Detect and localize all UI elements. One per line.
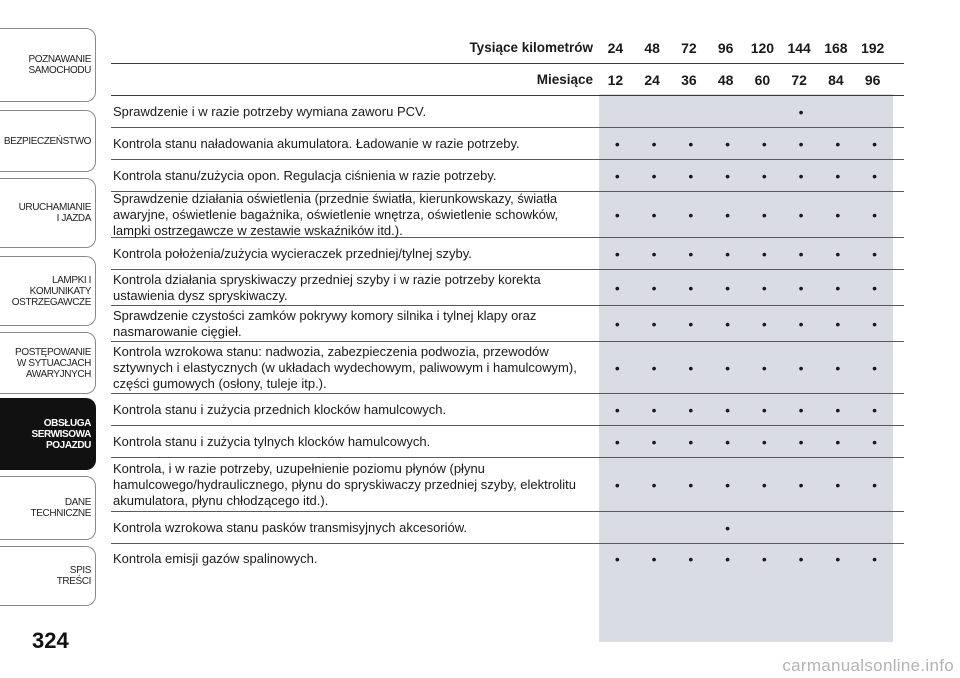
- interval-mark: •: [688, 245, 694, 262]
- row-marks: [599, 435, 893, 449]
- row-description: Kontrola stanu/zużycia opon. Regulacja ciśnienia w razie potrzeby.: [113, 167, 497, 183]
- interval-mark: •: [614, 401, 620, 418]
- interval-mark: •: [651, 315, 657, 332]
- table-row: [111, 544, 904, 574]
- interval-mark: •: [688, 167, 694, 184]
- table-row: [111, 160, 904, 192]
- interval-mark: •: [798, 206, 804, 223]
- chapter-tab-label: BEZPIECZEŃSTWO: [3, 135, 91, 147]
- interval-mark: •: [688, 279, 694, 296]
- interval-mark: •: [614, 359, 620, 376]
- month-value: 24: [644, 71, 660, 88]
- month-value: 96: [864, 71, 881, 88]
- interval-mark: [820, 521, 857, 535]
- row-marks: [599, 247, 893, 261]
- interval-mark: [746, 105, 783, 119]
- interval-mark: •: [614, 433, 620, 450]
- interval-mark: •: [835, 135, 841, 152]
- month-value: 36: [681, 71, 697, 88]
- interval-mark: •: [725, 551, 731, 567]
- interval-mark: •: [798, 401, 804, 418]
- interval-mark: •: [688, 315, 694, 332]
- interval-mark: [709, 105, 746, 119]
- interval-mark: •: [798, 167, 804, 184]
- interval-mark: •: [688, 551, 694, 567]
- interval-mark: [636, 521, 673, 535]
- interval-mark: •: [835, 167, 841, 184]
- chapter-tab-label: LAMPKI I KOMUNIKATY OSTRZEGAWCZE: [11, 274, 91, 308]
- km-value: 24: [607, 39, 624, 56]
- chapter-tab[interactable]: [0, 28, 96, 102]
- header-month-row: [111, 64, 904, 96]
- row-marks: [599, 403, 893, 417]
- row-description: Kontrola wzrokowa stanu pasków transmisyjnych akcesoriów.: [113, 519, 468, 535]
- interval-mark: •: [835, 476, 841, 493]
- interval-mark: •: [798, 551, 804, 567]
- table-row: [111, 394, 904, 426]
- interval-mark: •: [798, 433, 804, 450]
- interval-mark: •: [872, 359, 878, 376]
- month-value: 72: [791, 71, 807, 88]
- interval-mark: •: [835, 551, 841, 567]
- interval-mark: •: [651, 433, 657, 450]
- row-marks: [599, 521, 893, 535]
- interval-mark: •: [835, 359, 841, 376]
- interval-mark: •: [798, 279, 804, 296]
- table-row: [111, 458, 904, 512]
- interval-mark: •: [614, 245, 620, 262]
- interval-mark: •: [798, 315, 804, 332]
- interval-mark: [599, 105, 636, 119]
- row-description: Kontrola stanu i zużycia tylnych klocków hamulcowych.: [113, 433, 431, 449]
- chapter-tab[interactable]: [0, 398, 96, 470]
- table-row: [111, 128, 904, 160]
- table-row: [111, 512, 904, 544]
- chapter-tab[interactable]: [0, 256, 96, 326]
- interval-mark: •: [688, 401, 694, 418]
- table-row: [111, 306, 904, 342]
- row-description: Sprawdzenie czystości zamków pokrywy komory silnika i tylnej klapy oraz nasmarowanie cięgieł.: [113, 307, 537, 339]
- row-description: Kontrola, i w razie potrzeby, uzupełnienie poziomu płynów (płynu hamulcowego/hydraulicznego, płynu do spryskiwaczy przedniej szyby, elektrolitu akumulatora, płynu chłodzącego itd.).: [113, 460, 576, 508]
- page-number: 324: [32, 628, 69, 653]
- interval-mark: •: [614, 167, 620, 184]
- interval-mark: •: [798, 135, 804, 152]
- interval-mark: •: [614, 315, 620, 332]
- interval-mark: •: [872, 245, 878, 262]
- row-description: Kontrola emisji gazów spalinowych.: [113, 551, 318, 566]
- interval-mark: •: [651, 245, 657, 262]
- interval-mark: •: [651, 476, 657, 493]
- maintenance-table: [111, 32, 904, 574]
- chapter-tab[interactable]: [0, 332, 96, 394]
- chapter-tab-label: URUCHAMIANIE I JAZDA: [18, 202, 91, 224]
- row-description: Sprawdzenie działania oświetlenia (przednie światła, kierunkowskazy, światła awaryjne, oświetlenie bagażnika, oświetlenie wnętrza, oświetlenie schowków, lampki ostrzegawcze w zestawie wskaźników itd.).: [113, 190, 559, 238]
- km-value: 48: [644, 39, 660, 56]
- km-values: [597, 40, 891, 56]
- interval-mark: •: [725, 279, 731, 296]
- interval-mark: •: [872, 551, 878, 567]
- interval-mark: •: [761, 245, 767, 262]
- row-description: Kontrola wzrokowa stanu: nadwozia, zabezpieczenia podwozia, przewodów sztywnych i elastycznych (w układach wydechowym, paliwowym i hamulcowym), części gumowych (osłony, tuleje itp.).: [113, 343, 577, 391]
- chapter-tab[interactable]: [0, 476, 96, 540]
- interval-mark: •: [725, 476, 731, 493]
- interval-mark: •: [725, 519, 731, 536]
- interval-mark: •: [872, 401, 878, 418]
- interval-mark: •: [651, 279, 657, 296]
- km-value: 144: [787, 39, 811, 56]
- chapter-tab-label: SPIS TREŚCI: [56, 565, 91, 587]
- km-value: 72: [681, 39, 697, 56]
- interval-mark: [599, 521, 636, 535]
- interval-mark: •: [614, 206, 620, 223]
- interval-mark: [856, 105, 893, 119]
- interval-mark: •: [614, 135, 620, 152]
- interval-mark: •: [761, 476, 767, 493]
- interval-mark: •: [872, 433, 878, 450]
- interval-mark: •: [651, 206, 657, 223]
- chapter-tab[interactable]: [0, 178, 96, 248]
- interval-mark: [746, 521, 783, 535]
- interval-mark: •: [725, 135, 731, 152]
- table-row: [111, 238, 904, 270]
- interval-mark: [820, 105, 857, 119]
- interval-mark: •: [688, 206, 694, 223]
- row-marks: [599, 552, 893, 566]
- interval-mark: •: [872, 279, 878, 296]
- interval-mark: •: [651, 359, 657, 376]
- row-description: Kontrola działania spryskiwaczy przedniej szyby i w razie potrzeby korekta ustawienia dysz spryskiwaczy.: [113, 271, 541, 303]
- interval-mark: [673, 105, 710, 119]
- interval-mark: •: [614, 551, 620, 567]
- interval-mark: •: [872, 167, 878, 184]
- chapter-tab-label: POZNAWANIE SAMOCHODU: [28, 54, 91, 76]
- interval-mark: •: [835, 279, 841, 296]
- interval-mark: •: [872, 476, 878, 493]
- row-marks: [599, 317, 893, 331]
- watermark: carmanualsonline.info: [782, 656, 954, 675]
- interval-mark: •: [798, 103, 804, 120]
- interval-mark: •: [688, 476, 694, 493]
- km-value: 192: [860, 39, 885, 56]
- month-value: 60: [754, 71, 771, 88]
- interval-mark: •: [761, 206, 767, 223]
- chapter-tab-label: POSTĘPOWANIE W SYTUACJACH AWARYJNYCH: [15, 346, 91, 380]
- interval-mark: •: [725, 245, 731, 262]
- month-value: 12: [607, 71, 624, 88]
- chapter-tab-label: OBSŁUGA SERWISOWA POJAZDU: [31, 417, 91, 451]
- interval-mark: •: [651, 401, 657, 418]
- interval-mark: •: [688, 359, 694, 376]
- row-description: Kontrola stanu naładowania akumulatora. Ładowanie w razie potrzeby.: [113, 135, 520, 151]
- interval-mark: •: [761, 315, 767, 332]
- table-row: [111, 270, 904, 306]
- interval-mark: •: [835, 433, 841, 450]
- interval-mark: •: [872, 206, 878, 223]
- interval-mark: •: [725, 206, 731, 223]
- table-body: [111, 96, 904, 574]
- interval-mark: •: [761, 279, 767, 296]
- header-km-row: [111, 32, 904, 63]
- interval-mark: •: [651, 135, 657, 152]
- interval-mark: •: [798, 476, 804, 493]
- row-marks: [599, 137, 893, 151]
- row-marks: [599, 478, 893, 492]
- row-description: Sprawdzenie i w razie potrzeby wymiana zaworu PCV.: [113, 103, 427, 119]
- interval-mark: [856, 521, 893, 535]
- interval-mark: •: [835, 401, 841, 418]
- interval-mark: •: [688, 135, 694, 152]
- interval-mark: [783, 521, 820, 535]
- chapter-tab[interactable]: [0, 546, 96, 606]
- interval-mark: •: [798, 245, 804, 262]
- km-value: 120: [750, 39, 775, 56]
- interval-mark: •: [798, 359, 804, 376]
- table-row: [111, 96, 904, 128]
- interval-mark: •: [761, 135, 767, 152]
- interval-mark: •: [761, 401, 767, 418]
- interval-mark: •: [651, 551, 657, 567]
- row-marks: [599, 169, 893, 183]
- interval-mark: •: [872, 135, 878, 152]
- interval-mark: [636, 105, 673, 119]
- interval-mark: •: [761, 167, 767, 184]
- row-marks: [599, 361, 893, 375]
- interval-mark: •: [835, 315, 841, 332]
- interval-mark: •: [835, 245, 841, 262]
- interval-mark: [673, 521, 710, 535]
- interval-mark: •: [725, 433, 731, 450]
- km-value: 96: [717, 39, 734, 56]
- table-row: [111, 426, 904, 458]
- month-values: [597, 72, 891, 88]
- row-description: Kontrola położenia/zużycia wycieraczek przedniej/tylnej szyby.: [113, 245, 472, 261]
- row-marks: [599, 105, 893, 119]
- row-marks: [599, 208, 893, 222]
- month-value: 48: [717, 71, 734, 88]
- interval-mark: •: [761, 359, 767, 376]
- interval-mark: •: [872, 315, 878, 332]
- interval-mark: •: [761, 433, 767, 450]
- interval-mark: •: [761, 551, 767, 567]
- row-marks: [599, 281, 893, 295]
- interval-mark: •: [614, 476, 620, 493]
- km-value: 168: [824, 39, 848, 56]
- interval-mark: •: [835, 206, 841, 223]
- chapter-tab[interactable]: [0, 110, 96, 172]
- interval-mark: •: [725, 359, 731, 376]
- interval-mark: •: [651, 167, 657, 184]
- interval-mark: •: [725, 167, 731, 184]
- table-row: [111, 342, 904, 394]
- month-value: 84: [828, 71, 844, 88]
- chapter-tab-label: DANE TECHNICZNE: [30, 497, 91, 519]
- row-description: Kontrola stanu i zużycia przednich klocków hamulcowych.: [113, 401, 447, 417]
- interval-mark: •: [725, 401, 731, 418]
- interval-mark: •: [614, 279, 620, 296]
- km-label: Tysiące kilometrów: [469, 40, 593, 55]
- interval-mark: •: [725, 315, 731, 332]
- month-label: Miesiące: [536, 72, 593, 87]
- table-row: [111, 192, 904, 238]
- interval-mark: •: [688, 433, 694, 450]
